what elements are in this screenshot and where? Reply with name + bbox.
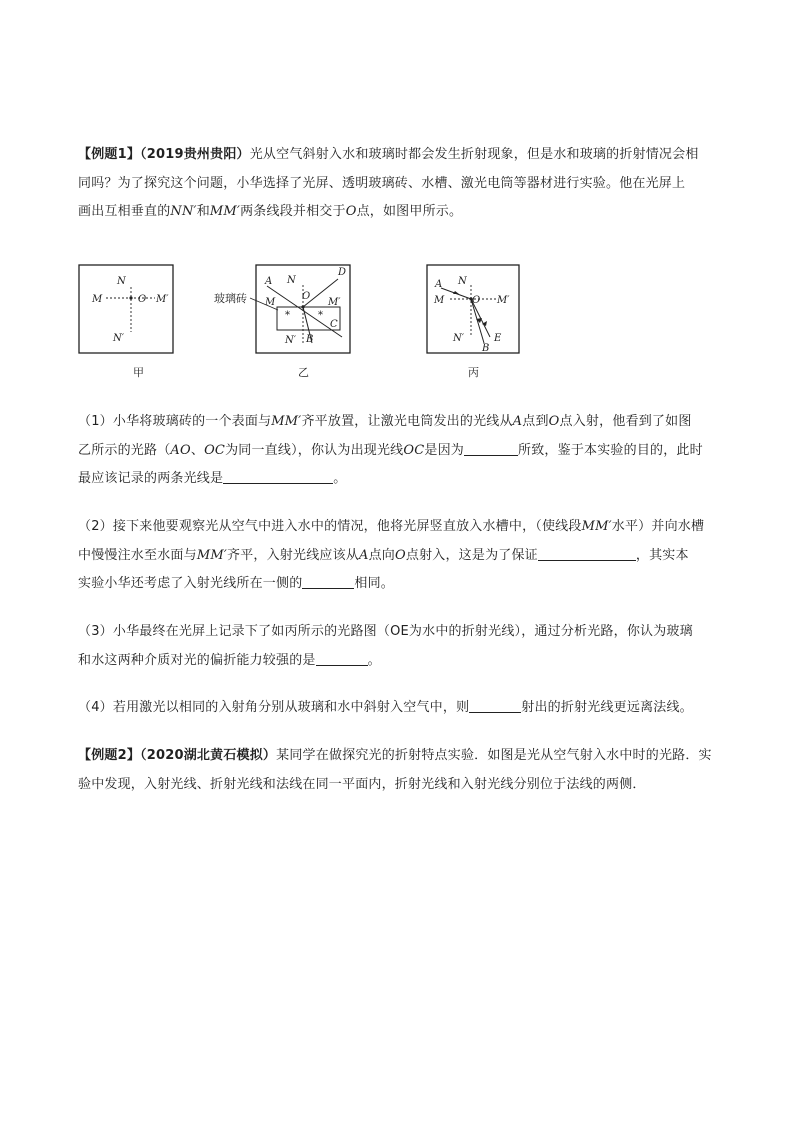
- svg-text:D: D: [338, 267, 347, 278]
- example2-tag: 【例题2】: [78, 748, 141, 763]
- answer-blank-q1-reason[interactable]: [464, 441, 518, 456]
- question-1: （1）小华将玻璃砖的一个表面与MM′齐平放置，让激光电筒发出的光线从A点到O点入射，他看到了如图 乙所示的光路（AO、OC为同一直线），你认为出现光线OC是因为 所致，鉴于本实验的目的，此时 最应该记录的两条光线是 。: [78, 414, 703, 486]
- svg-text:N: N: [458, 276, 467, 287]
- svg-text:A: A: [265, 276, 273, 287]
- svg-text:M: M: [265, 297, 276, 308]
- svg-text:O: O: [472, 295, 481, 306]
- svg-text:B: B: [482, 343, 490, 354]
- svg-text:N′: N′: [453, 333, 465, 344]
- answer-blank-q2-same[interactable]: [302, 574, 354, 589]
- svg-text:M′: M′: [156, 294, 169, 305]
- question-2: （2）接下来他要观察光从空气中进入水中的情况，他将光屏竖直放入水槽中，（使线段MM′水平）并向水槽 中慢慢注水至水面与MM′齐平，入射光线应该从A点向O点射入，这是为了保证 ，其实本 实验小华还考虑了入射光线所在一侧的 相同。: [78, 519, 705, 591]
- svg-text:M′: M′: [328, 297, 341, 308]
- optics-figures: [0, 252, 794, 392]
- svg-text:*: *: [285, 310, 290, 321]
- question-3: （3）小华最终在光屏上记录下了如丙所示的光路图（OE为水中的折射光线），通过分析光路，你认为玻璃 和水这两种介质对光的偏折能力较强的是 。: [78, 624, 693, 668]
- svg-text:C: C: [330, 319, 338, 330]
- svg-text:M: M: [92, 294, 103, 305]
- svg-text:*: *: [318, 310, 323, 321]
- svg-text:A: A: [435, 279, 443, 290]
- svg-text:N′: N′: [113, 333, 125, 344]
- svg-text:M: M: [434, 295, 445, 306]
- answer-blank-q1-rays[interactable]: [223, 469, 333, 484]
- answer-blank-q3-medium[interactable]: [316, 651, 368, 666]
- svg-text:N: N: [287, 275, 296, 286]
- svg-text:O: O: [138, 294, 147, 305]
- example1-tag: 【例题1】: [78, 147, 141, 162]
- example2-source: （2020湖北黄石模拟）: [140, 748, 277, 763]
- example1-source: （2019贵州贵阳）: [140, 147, 250, 162]
- figure-bing: [427, 265, 519, 379]
- svg-text:B: B: [306, 334, 314, 345]
- svg-text:M′: M′: [497, 295, 510, 306]
- svg-text:N: N: [117, 276, 126, 287]
- example1-intro: [78, 141, 728, 227]
- svg-text:E: E: [494, 333, 502, 344]
- example1-line1: 【例题1】（2019贵州贵阳）光从空气斜射入水和玻璃时都会发生折射现象，但是水和玻璃的折射情况会相: [78, 147, 699, 162]
- glass-brick-label: 玻璃砖: [214, 292, 247, 305]
- figure-bing-caption: 丙: [468, 366, 479, 379]
- question-4: （4）若用激光以相同的入射角分别从玻璃和水中斜射入空气中，则 射出的折射光线更远离法线。: [78, 700, 693, 715]
- figure-yi-caption: 乙: [298, 366, 309, 379]
- answer-blank-q2-ensure[interactable]: [538, 546, 636, 561]
- example1-line3: 画出互相垂直的NN′和MM′两条线段并相交于O点，如图甲所示。: [78, 204, 463, 219]
- answer-blank-q4-medium[interactable]: [469, 698, 521, 713]
- svg-text:O: O: [302, 291, 311, 302]
- svg-text:N′: N′: [285, 335, 297, 346]
- figure-jia-caption: 甲: [133, 366, 144, 379]
- example1-line2: 同吗？为了探究这个问题，小华选择了光屏、透明玻璃砖、水槽、激光电筒等器材进行实验。他在光屏上: [78, 175, 686, 191]
- figure-yi: [214, 265, 350, 379]
- example2: 【例题2】（2020湖北黄石模拟）某同学在做探究光的折射特点实验．如图是光从空气射入水中时的光路．实 验中发现，入射光线、折射光线和法线在同一平面内，折射光线和入射光线分别位于法线的两侧．: [78, 748, 712, 792]
- figure-jia: [79, 265, 173, 379]
